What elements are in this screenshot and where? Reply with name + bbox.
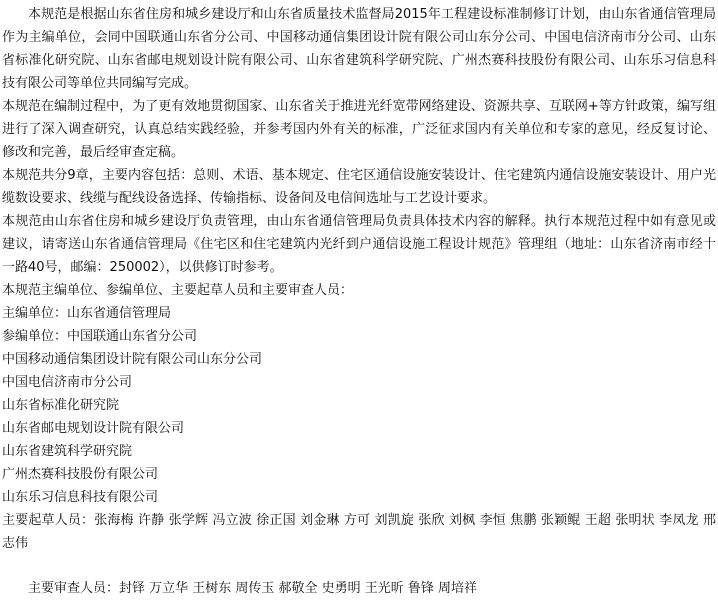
reviewers-list: 主要审查人员：封铎 万立华 王树东 周传玉 郝敬全 史勇明 王光昕 鲁锋 周培祥 xyxy=(28,581,478,596)
paragraph-compilation-process: 本规范在编制过程中，为了更有效地贯彻国家、山东省关于推进光纤宽带网络建设、资源共享、互联网+等方针政策，编写组进行了深入调查研究，认真总结实践经验，并参考国内外有关的标准，广泛征求国内有关单位和专家的意见，经反复讨论、修改和完善，最后经审查定稿。 xyxy=(2,99,716,160)
drafters-list: 主要起草人员：张海梅 许静 张学辉 冯立波 徐正国 刘金琳 方可 刘凯旋 张欣 刘枫 李恒 焦鹏 张颖鲲 王超 张明状 李凤龙 邢志伟 xyxy=(2,513,716,551)
editor-unit: 主编单位：山东省通信管理局 xyxy=(2,306,172,321)
blank-line xyxy=(2,555,716,577)
list-item: 山东省邮电规划设计院有限公司 xyxy=(2,421,185,436)
list-item: 山东乐习信息科技有限公司 xyxy=(2,490,159,505)
list-item: 中国移动通信集团设计院有限公司山东分公司 xyxy=(2,352,263,367)
participating-units-list xyxy=(2,325,716,509)
list-item: 山东省建筑科学研究院 xyxy=(2,444,133,459)
paragraph-personnel-intro: 本规范主编单位、参编单位、主要起草人员和主要审查人员： xyxy=(2,283,354,298)
paragraph-content-summary: 本规范共分9章，主要内容包括：总则、术语、基本规定、住宅区通信设施安装设计、住宅建筑内通信设施安装设计、用户光缆数设要求、线缆与配线设备选择、传输指标、设备间及电信间选址与工艺设计要求。 xyxy=(2,168,716,206)
paragraph-compilation-basis: 本规范是根据山东省住房和城乡建设厅和山东省质量技术监督局2015年工程建设标准制修订计划，由山东省通信管理局作为主编单位，会同中国联通山东省分公司、中国移动通信集团设计院有限公司山东分公司、中国电信济南市分公司、山东省标准化研究院、山东省邮电规划设计院有限公司、山东省建筑科学研究院、广州杰赛科技股份有限公司、山东乐习信息科技有限公司等单位共同编写完成。 xyxy=(2,7,716,91)
list-item: 中国电信济南市分公司 xyxy=(2,375,133,390)
paragraph-management-contact: 本规范由山东省住房和城乡建设厅负责管理，由山东省通信管理局负责具体技术内容的解释。执行本规范过程中如有意见或建议，请寄送山东省通信管理局《住宅区和住宅建筑内光纤到户通信设施工程设计规范》管理组（地址：山东省济南市经十一路40号，邮编：250002），以供修订时参考。 xyxy=(2,214,716,275)
list-item: 广州杰赛科技股份有限公司 xyxy=(2,467,159,482)
list-item: 参编单位：中国联通山东省分公司 xyxy=(2,329,198,344)
list-item: 山东省标准化研究院 xyxy=(2,398,120,413)
